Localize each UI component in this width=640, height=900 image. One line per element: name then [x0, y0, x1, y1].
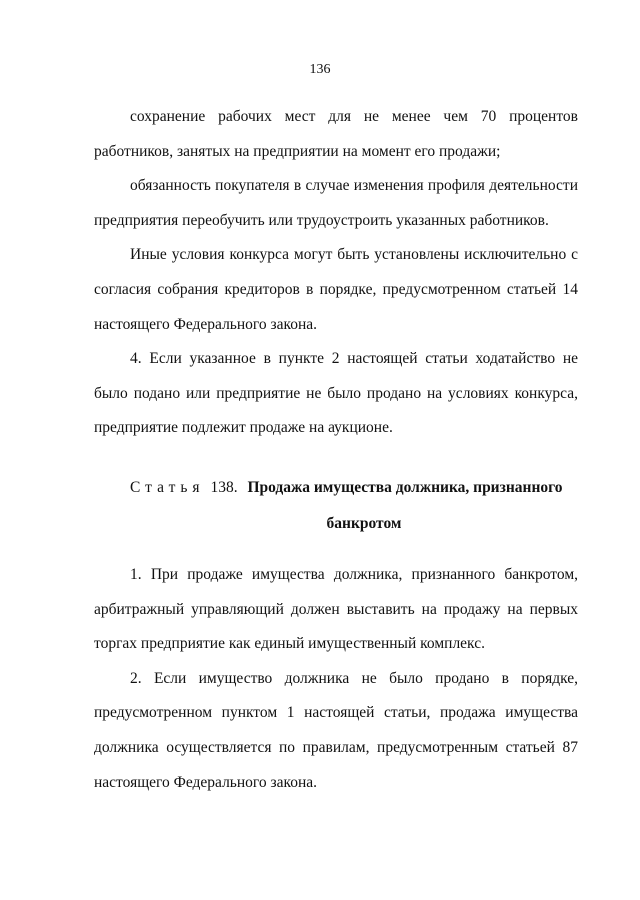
- paragraph-buyer-obligation: обязанность покупателя в случае изменения профиля деятельности предприятия переобучить или трудоустроить указанных работников.: [94, 177, 578, 229]
- paragraph-other-conditions: Иные условия конкурса могут быть установлены исключительно с согласия собрания кредиторов в порядке, предусмотренном статьей 14 настоящего Федерального закона.: [94, 246, 578, 333]
- article-number: 138.: [210, 478, 238, 496]
- article-label: Статья: [130, 478, 205, 496]
- paragraph-item-2: 2. Если имущество должника не было продано в порядке, предусмотренном пунктом 1 настоящей статьи, продажа имущества должника осуществляется по правилам, предусмотренным статьей 87 настоящего Федерального закона.: [94, 669, 578, 791]
- paragraph-job-retention: сохранение рабочих мест для не менее чем 70 процентов работников, занятых на предприятии на момент его продажи;: [94, 108, 578, 160]
- document-body: [94, 100, 578, 800]
- article-title-continuation: банкротом: [326, 514, 402, 532]
- article-title: Продажа имущества должника, признанного: [247, 478, 563, 496]
- paragraph-item-1: 1. При продаже имущества должника, признанного банкротом, арбитражный управляющий должен выставить на продажу на первых торгах предприятие как единый имущественный комплекс.: [94, 565, 578, 653]
- article-heading: [94, 470, 578, 542]
- page-number: 136: [309, 62, 331, 77]
- paragraph-item-4: 4. Если указанное в пункте 2 настоящей статьи ходатайство не было подано или предприятие не было продано на условиях конкурса, предприятие подлежит продаже на аукционе.: [94, 350, 578, 437]
